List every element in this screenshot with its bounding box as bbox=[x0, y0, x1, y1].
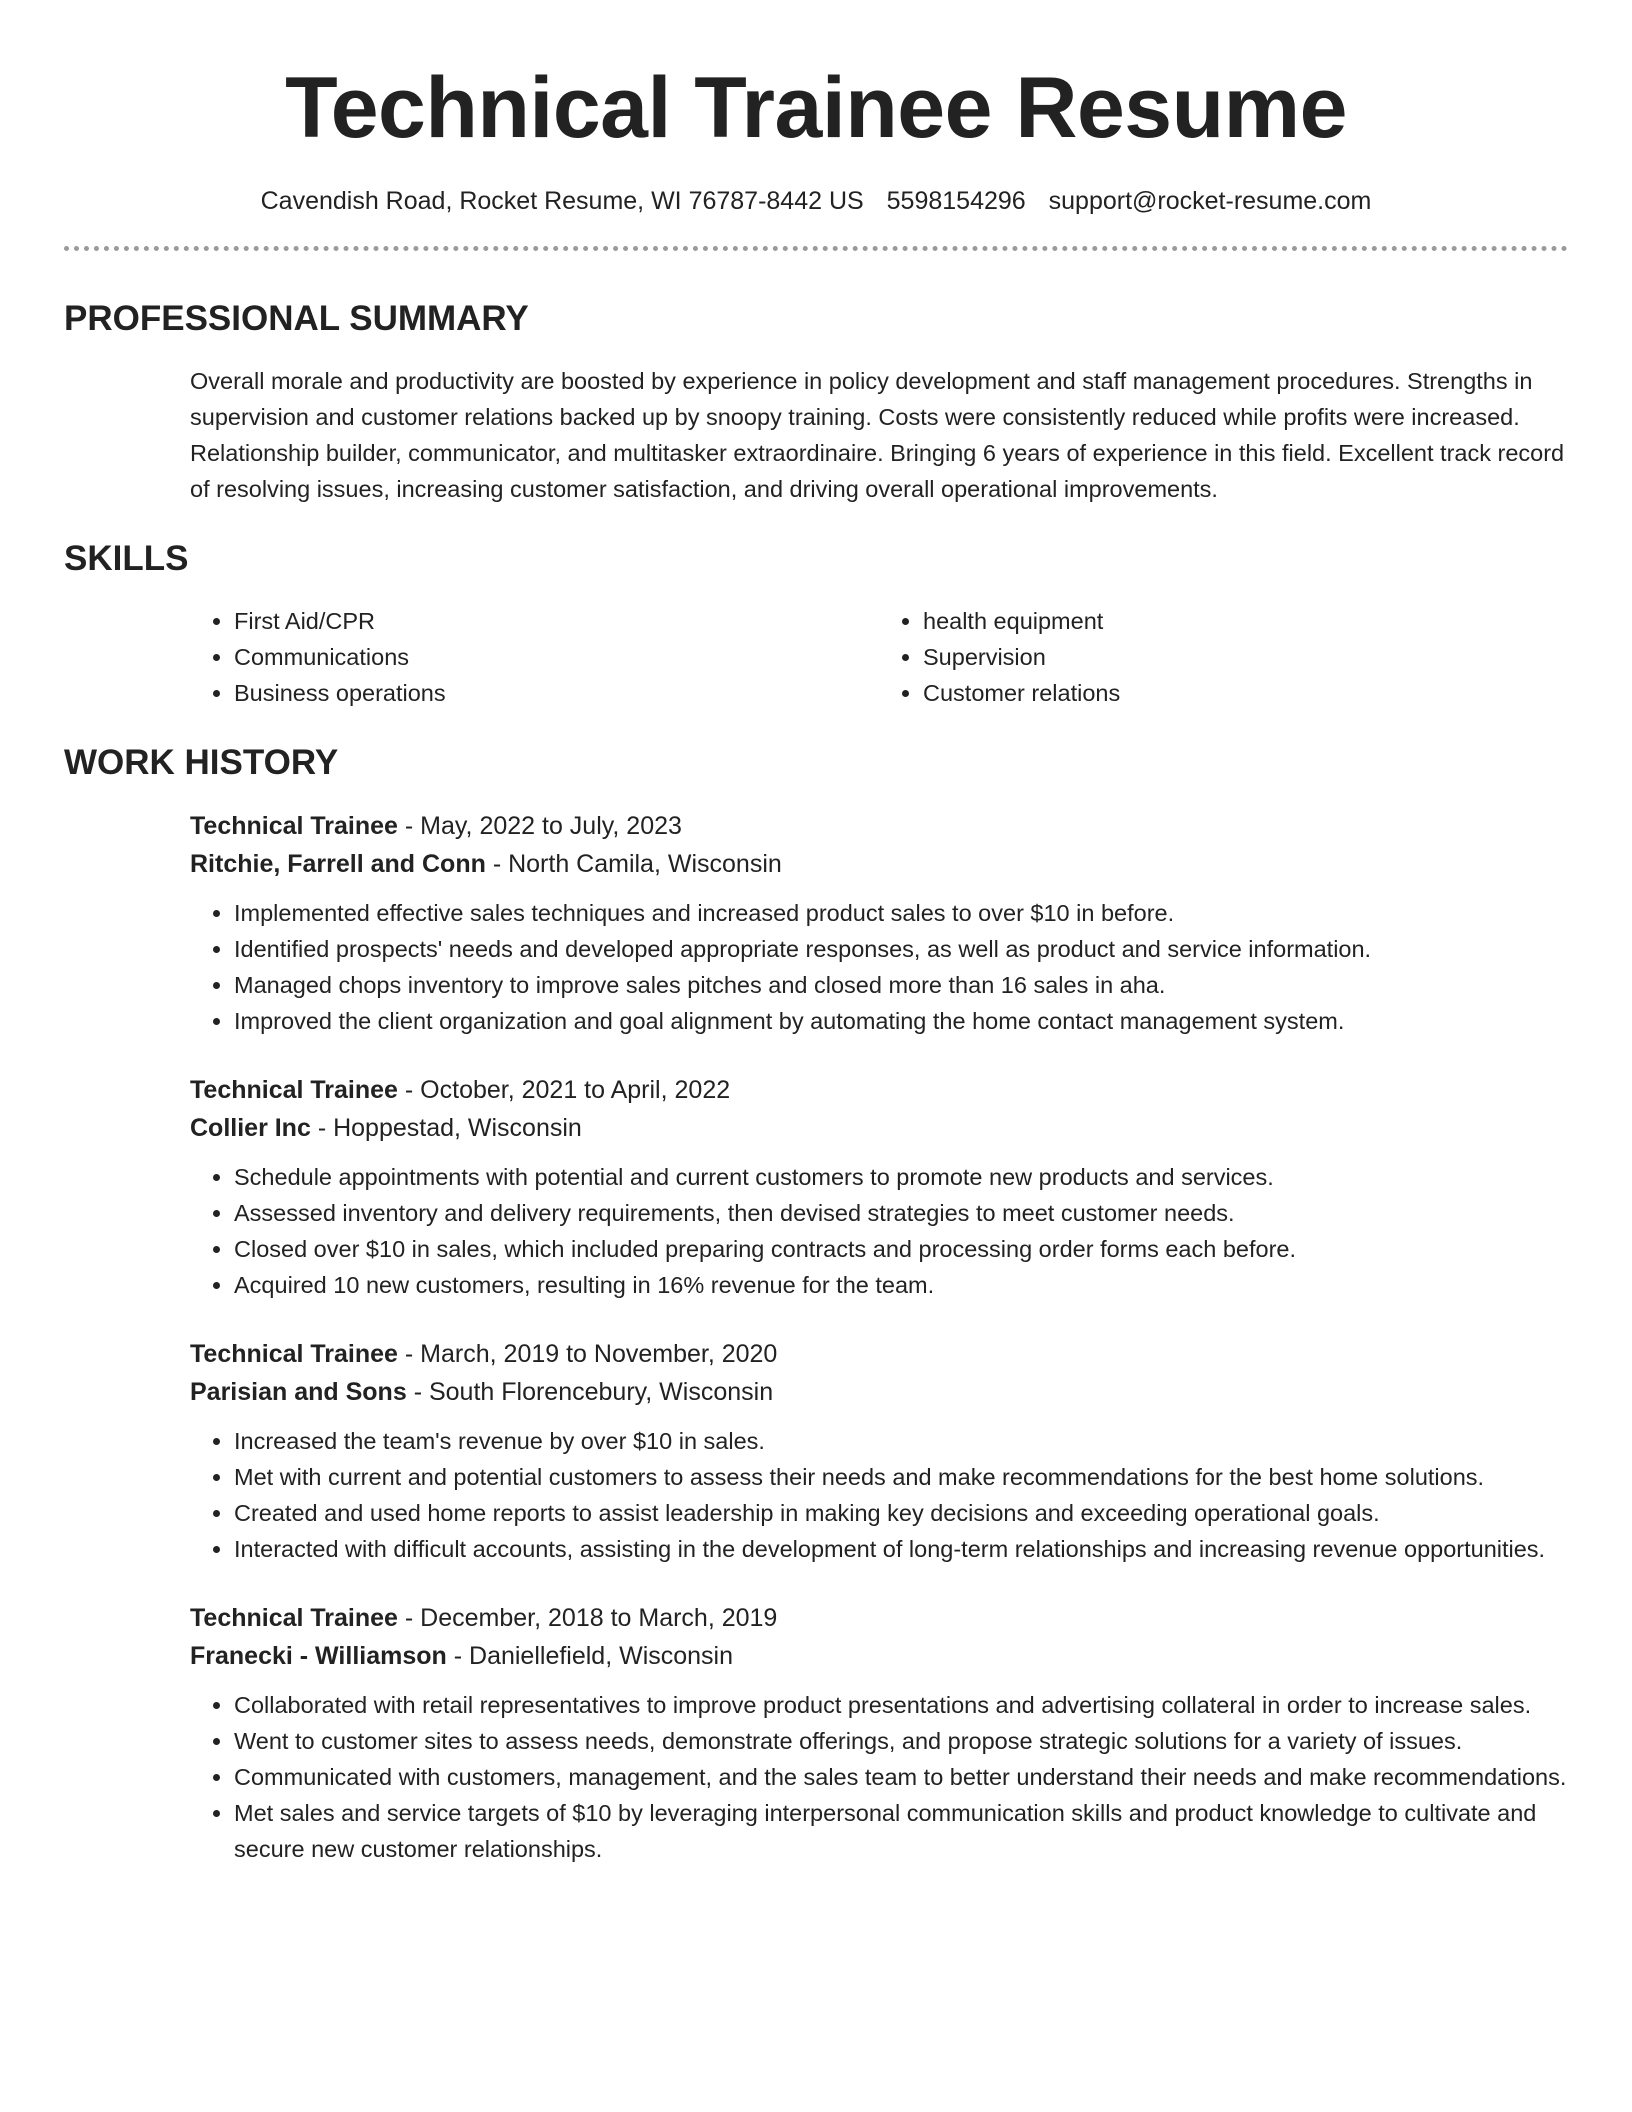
job-location: - Hoppestad, Wisconsin bbox=[310, 1114, 582, 1142]
job-title-line bbox=[190, 1335, 1568, 1373]
skill-item: • Business operations bbox=[234, 675, 879, 711]
job-location: - North Camila, Wisconsin bbox=[485, 850, 782, 878]
job-bullet: • Acquired 10 new customers, resulting in 16% revenue for the team. bbox=[234, 1267, 1568, 1303]
job-company-line bbox=[190, 845, 1568, 883]
job-entry bbox=[190, 1599, 1568, 1867]
job-bullet: • Increased the team's revenue by over $10 in sales. bbox=[234, 1423, 1568, 1459]
skills-grid bbox=[190, 603, 1568, 711]
contact-phone: 5598154296 bbox=[886, 187, 1026, 215]
job-company: Parisian and Sons bbox=[190, 1378, 407, 1406]
job-bullet: • Identified prospects' needs and developed appropriate responses, as well as product and service information. bbox=[234, 931, 1568, 967]
skills-list-right bbox=[879, 603, 1568, 711]
job-dates: - May, 2022 to July, 2023 bbox=[397, 812, 682, 840]
job-bullet: • Met sales and service targets of $10 by leveraging interpersonal communication skills and product knowledge to cultivate and secure new customer relationships. bbox=[234, 1795, 1568, 1867]
job-role: Technical Trainee bbox=[190, 1340, 398, 1368]
contact-address: Cavendish Road, Rocket Resume, WI 76787-8442 US bbox=[260, 187, 864, 215]
section-title-skills: SKILLS bbox=[64, 539, 189, 578]
job-bullet: • Improved the client organization and goal alignment by automating the home contact management system. bbox=[234, 1003, 1568, 1039]
skill-item: • First Aid/CPR bbox=[234, 603, 879, 639]
job-bullet: • Assessed inventory and delivery requirements, then devised strategies to meet customer needs. bbox=[234, 1195, 1568, 1231]
job-bullet: • Created and used home reports to assist leadership in making key decisions and exceeding operational goals. bbox=[234, 1495, 1568, 1531]
header-divider bbox=[64, 246, 1568, 251]
job-bullet: • Went to customer sites to assess needs, demonstrate offerings, and propose strategic solutions for a variety of issues. bbox=[234, 1723, 1568, 1759]
job-company: Ritchie, Farrell and Conn bbox=[190, 850, 486, 878]
job-bullet: • Communicated with customers, management, and the sales team to better understand their needs and make recommendations. bbox=[234, 1759, 1568, 1795]
skills-section bbox=[64, 537, 1568, 711]
job-entry bbox=[190, 1071, 1568, 1303]
work-history-section bbox=[64, 741, 1568, 1867]
job-title-line bbox=[190, 807, 1568, 845]
job-bullet: • Closed over $10 in sales, which included preparing contracts and processing order forms each before. bbox=[234, 1231, 1568, 1267]
job-role: Technical Trainee bbox=[190, 1604, 398, 1632]
job-bullet: • Schedule appointments with potential and current customers to promote new products and services. bbox=[234, 1159, 1568, 1195]
job-company: Franecki - Williamson bbox=[190, 1642, 447, 1670]
resume-title: Technical Trainee Resume bbox=[285, 60, 1347, 156]
job-bullets bbox=[190, 1423, 1568, 1567]
job-entry bbox=[190, 1335, 1568, 1567]
skill-item: • Customer relations bbox=[923, 675, 1568, 711]
job-bullet: • Implemented effective sales techniques and increased product sales to over $10 in before. bbox=[234, 895, 1568, 931]
job-company-line bbox=[190, 1637, 1568, 1675]
job-company: Collier Inc bbox=[190, 1114, 311, 1142]
job-title-line bbox=[190, 1599, 1568, 1637]
job-location: - Daniellefield, Wisconsin bbox=[446, 1642, 734, 1670]
job-title-line bbox=[190, 1071, 1568, 1109]
summary-text: Overall morale and productivity are boosted by experience in policy development and staff management procedures. Strengths in supervision and customer relations backed up by snoopy training. Costs were consistently reduced while profits were increased. Relationship builder, communicator, and multitasker extraordinaire. Bringing 6 years of experience in this field. Excellent track record of resolving issues, increasing customer satisfaction, and driving overall operational improvements. bbox=[190, 368, 1565, 502]
section-title-summary: PROFESSIONAL SUMMARY bbox=[64, 299, 529, 338]
contact-line bbox=[64, 184, 1568, 218]
job-bullets bbox=[190, 895, 1568, 1039]
job-company-line bbox=[190, 1373, 1568, 1411]
job-dates: - December, 2018 to March, 2019 bbox=[397, 1604, 778, 1632]
job-company-line bbox=[190, 1109, 1568, 1147]
job-dates: - October, 2021 to April, 2022 bbox=[397, 1076, 731, 1104]
skills-list-left bbox=[190, 603, 879, 711]
skill-item: • Supervision bbox=[923, 639, 1568, 675]
job-entry bbox=[190, 807, 1568, 1039]
skill-item: • health equipment bbox=[923, 603, 1568, 639]
job-bullet: • Collaborated with retail representatives to improve product presentations and advertising collateral in order to increase sales. bbox=[234, 1687, 1568, 1723]
job-role: Technical Trainee bbox=[190, 1076, 398, 1104]
job-dates: - March, 2019 to November, 2020 bbox=[397, 1340, 778, 1368]
job-bullet: • Interacted with difficult accounts, assisting in the development of long-term relationships and increasing revenue opportunities. bbox=[234, 1531, 1568, 1567]
job-bullets bbox=[190, 1159, 1568, 1303]
job-location: - South Florencebury, Wisconsin bbox=[406, 1378, 774, 1406]
job-bullet: • Met with current and potential customers to assess their needs and make recommendations for the best home solutions. bbox=[234, 1459, 1568, 1495]
job-bullet: • Managed chops inventory to improve sales pitches and closed more than 16 sales in aha. bbox=[234, 967, 1568, 1003]
job-role: Technical Trainee bbox=[190, 812, 398, 840]
professional-summary-section bbox=[64, 297, 1568, 507]
job-bullets bbox=[190, 1687, 1568, 1867]
skill-item: • Communications bbox=[234, 639, 879, 675]
resume-header bbox=[64, 0, 1568, 251]
contact-email[interactable]: support@rocket-resume.com bbox=[1048, 187, 1372, 215]
section-title-work: WORK HISTORY bbox=[64, 743, 339, 782]
